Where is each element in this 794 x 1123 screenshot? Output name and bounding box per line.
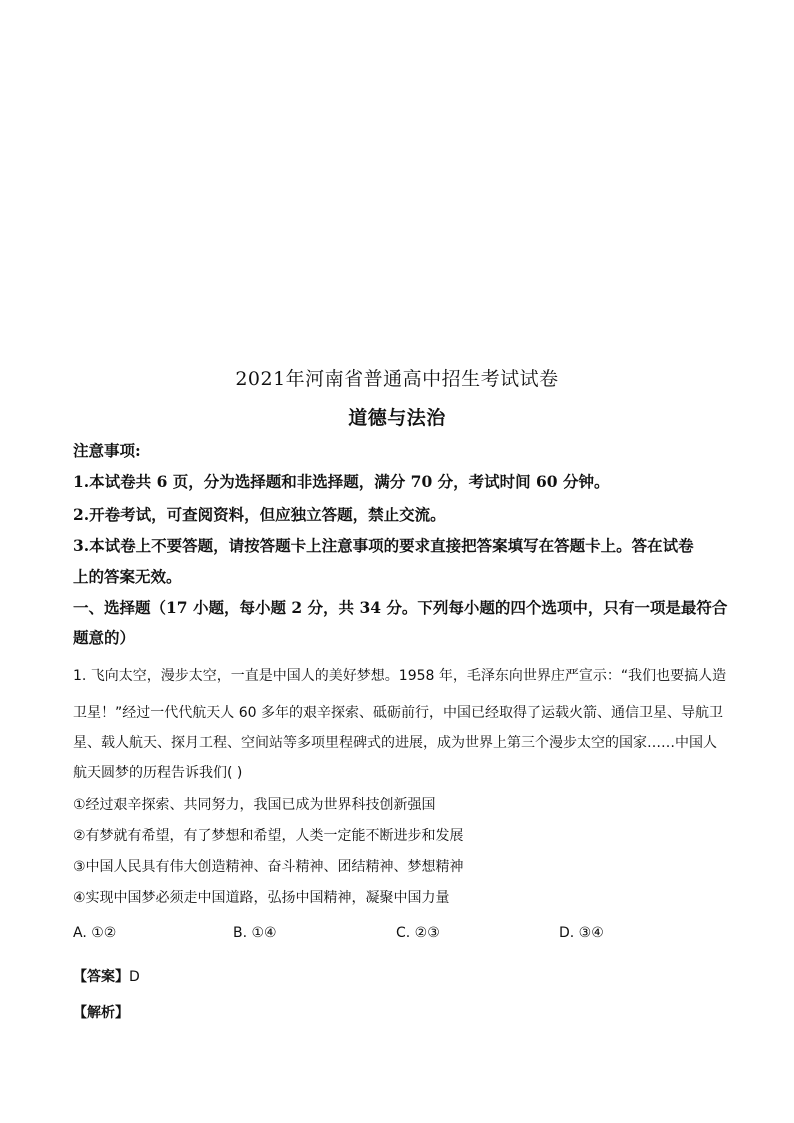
exam-subject: 道德与法治 — [348, 407, 446, 429]
statement-3: ③中国人民具有伟大创造精神、奋斗精神、团结精神、梦想精神 — [73, 859, 464, 875]
section-heading: 一、选择题（17 小题，每小题 2 分，共 34 分。下列每小题的四个选项中，只有一项是最符合 — [73, 598, 728, 617]
analysis-label: 【解析】 — [73, 1005, 129, 1021]
section-heading-cont: 题意的） — [73, 628, 136, 647]
question-1-line-1: 1. 飞向太空，漫步太空，一直是中国人的美好梦想。1958 年，毛泽东向世界庄严宣示：“我们也要搞人造 — [73, 668, 727, 684]
option-c: C. ②③ — [396, 925, 440, 941]
answer-label: 【答案】 — [73, 969, 129, 985]
statement-1: ①经过艰辛探索、共同努力，我国已成为世界科技创新强国 — [73, 797, 436, 813]
notice-item-3-cont: 上的答案无效。 — [73, 567, 182, 586]
question-1-line-3: 星、载人航天、探月工程、空间站等多项里程碑式的进展，成为世界上第三个漫步太空的国家……中国人 — [73, 735, 717, 751]
notice-heading: 注意事项: — [73, 441, 141, 460]
notice-item-1: 1.本试卷共 6 页，分为选择题和非选择题，满分 70 分，考试时间 60 分钟。 — [73, 472, 610, 491]
analysis-row — [73, 1003, 129, 1023]
statement-2: ②有梦就有希望，有了梦想和希望，人类一定能不断进步和发展 — [73, 828, 464, 844]
statement-4: ④实现中国梦必须走中国道路，弘扬中国精神，凝聚中国力量 — [73, 890, 450, 906]
notice-item-3: 3.本试卷上不要答题，请按答题卡上注意事项的要求直接把答案填写在答题卡上。答在试卷 — [73, 536, 694, 555]
answer-value: D — [129, 969, 140, 985]
question-1-line-4: 航天圆梦的历程告诉我们( ) — [73, 765, 243, 781]
option-a: A. ①② — [73, 925, 117, 941]
exam-title: 2021年河南省普通高中招生考试试卷 — [235, 368, 559, 390]
notice-item-2: 2.开卷考试，可查阅资料，但应独立答题，禁止交流。 — [73, 505, 446, 524]
option-b: B. ①④ — [233, 925, 277, 941]
option-d: D. ③④ — [559, 925, 604, 941]
question-1-line-2: 卫星！”经过一代代航天人 60 多年的艰辛探索、砥砺前行，中国已经取得了运载火箭、通信卫星、导航卫 — [73, 705, 723, 721]
answer-row — [73, 967, 140, 987]
